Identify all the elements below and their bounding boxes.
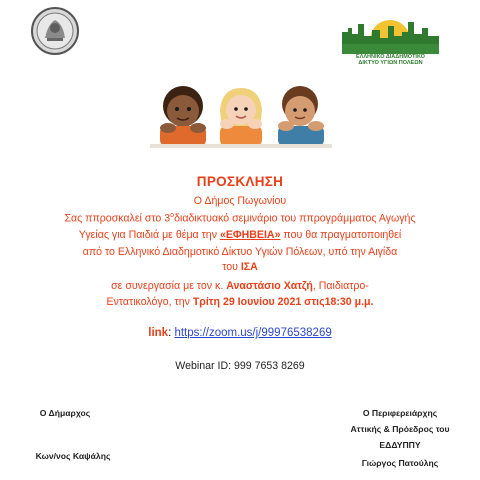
logo-text-line1: ΕΛΛΗΝΙΚΟ ΔΙΑΔΗΜΟΤΙΚΟ xyxy=(356,54,425,60)
governor-title-1: Ο Περιφερειάρχης xyxy=(362,408,438,418)
body-line-partner-b: , Παιδιατρο- xyxy=(312,280,369,292)
link-separator: : xyxy=(168,327,175,339)
ordinal-superscript: ο xyxy=(170,212,175,219)
body-line-date-a: Εντατικολόγο, την xyxy=(106,296,193,308)
municipal-seal xyxy=(30,6,80,56)
mayor-name: Κων/νος Καψάλης xyxy=(35,451,111,461)
body-line-partner xyxy=(0,280,480,292)
body-line-aegis-a: του xyxy=(222,261,241,273)
body-line-invite xyxy=(0,212,480,225)
governor-name: Γιώργος Πατούλης xyxy=(361,458,439,468)
municipal-seal-icon xyxy=(30,6,80,56)
body-line-organizer: Ο Δήμος Πωγωνίου xyxy=(193,195,287,207)
children-illustration xyxy=(150,82,332,154)
body-line-topic-b: που θα πραγματοποιηθεί xyxy=(280,229,402,241)
body-line-partner-a: σε συνεργασία με τον κ. xyxy=(111,280,227,292)
healthy-cities-caption xyxy=(342,54,439,66)
governor-title-2: Αττικής & Πρόεδρος του xyxy=(350,424,450,434)
body-line-topic-a: Υγείας για Παιδιά με θέμα την xyxy=(78,229,220,241)
governor-title-3: ΕΔΔΥΠΠΥ xyxy=(379,440,421,450)
body-line-invite-b: διαδικτυακό σεμινάριο του ππρογράμματος Αγωγής xyxy=(174,212,416,225)
logo-text-line2: ΔΙΚΤΥΟ ΥΓΙΩΝ ΠΟΛΕΩΝ xyxy=(358,60,423,66)
topic-highlight: «ΕΦΗΒΕΙΑ» xyxy=(219,229,281,241)
webinar-id: Webinar ID: 999 7653 8269 xyxy=(175,360,305,372)
body-line-network: από το Ελληνικό Διαδημοτικό Δίκτυο Υγιών Πόλεων, υπό την Αιγίδα xyxy=(82,246,398,258)
body-line-aegis xyxy=(0,261,480,273)
event-datetime: Τρίτη 29 Ιουνίου 2021 στις18:30 μ.μ. xyxy=(192,296,374,308)
zoom-link[interactable]: https://zoom.us/j/99976538269 xyxy=(174,327,332,339)
isa-highlight: ΙΣΑ xyxy=(240,261,258,273)
healthy-cities-network-logo xyxy=(342,10,439,54)
body-line-invite-a: Σας ππροσκαλεί στο 3 xyxy=(64,212,171,225)
three-children-illustration xyxy=(150,82,332,154)
link-label: link xyxy=(148,327,169,339)
body-line-topic xyxy=(0,229,480,241)
zoom-link-line xyxy=(0,327,480,339)
invitation-title: ΠΡΟΣΚΛΗΣΗ xyxy=(196,174,284,189)
speaker-name: Αναστάσιο Χατζή xyxy=(226,280,313,292)
body-line-date xyxy=(0,296,480,308)
mayor-title: Ο Δήμαρχος xyxy=(39,408,91,418)
